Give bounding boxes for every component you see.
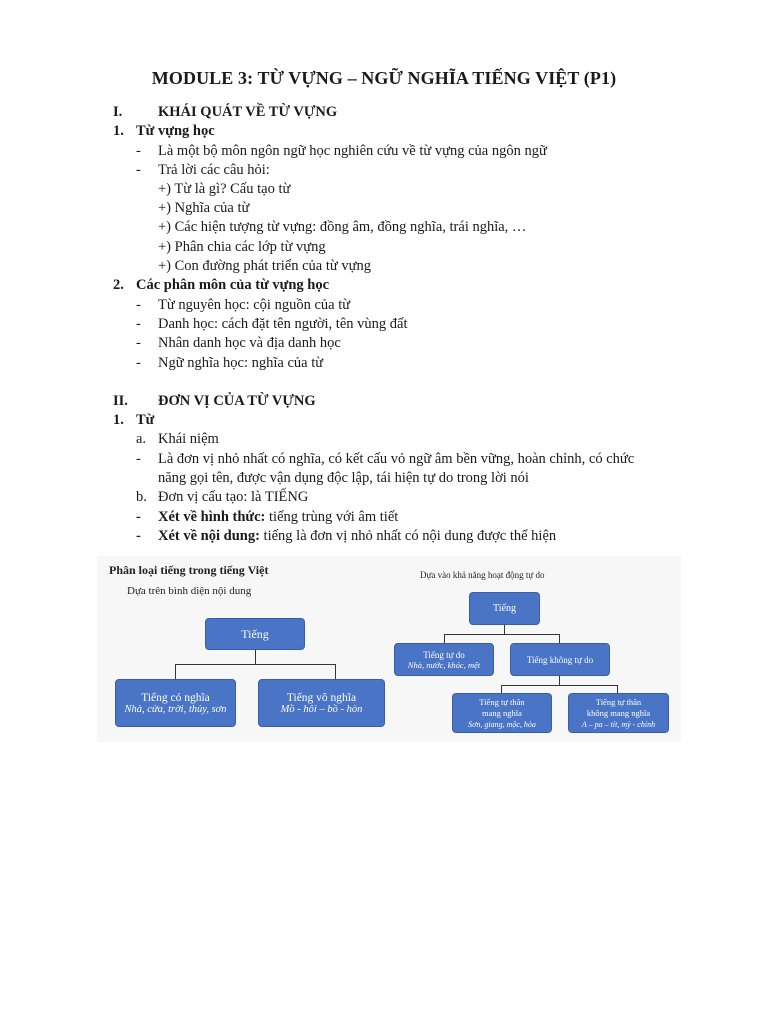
bullet-dash: - [136,528,141,544]
right-nomeaning-title-line2: không mang nghĩa [586,707,651,718]
classification-figure [97,556,681,742]
connector-line [175,664,176,679]
subsection-1-2-heading: Các phân môn của từ vựng học [136,277,330,293]
question-item: +) Từ là gì? Cấu tạo từ [158,181,291,197]
left-root-label: Tiếng [241,626,269,641]
subsection-2-1-heading: Từ [136,412,155,428]
right-diagram-caption: Dựa vào khả năng hoạt động tự do [420,570,545,580]
bullet-dash: - [136,335,141,351]
connector-line [501,685,618,686]
right-root-label: Tiếng [493,603,516,614]
left-child2-title: Tiếng vô nghĩa [286,691,357,704]
page-title: MODULE 3: TỪ VỰNG – NGỮ NGHĨA TIẾNG VIỆT (P1) [151,68,617,88]
left-child-node-meaningless [258,679,385,727]
left-child2-examples: Mồ - hôi – bồ - hòn [280,703,363,715]
subsection-1-1-heading: Từ vựng học [136,123,215,139]
section-1-number: I. [113,104,123,120]
list-item: Là một bộ môn ngôn ngữ học nghiên cứu về từ vựng của ngôn ngữ [158,143,547,159]
connector-line [559,634,560,643]
bullet-dash: - [136,143,141,159]
right-nomeaning-node [568,693,669,733]
right-meaning-title-line1: Tiếng tự thân [479,696,525,707]
right-meaning-examples: Sơn, giang, mộc, hỏa [468,719,536,729]
subsection-1-1-number: 1. [113,123,124,139]
question-item: +) Phân chia các lớp từ vựng [158,239,326,255]
right-root-node [469,592,540,625]
bullet-dash: - [136,316,141,332]
form-criterion-label: Xét về hình thức: [158,509,266,525]
left-child1-title: Tiếng có nghĩa [141,691,210,704]
connector-line [255,650,256,664]
right-nomeaning-examples: A – pa – tít, mỳ - chính [581,719,656,729]
item-b-text: Đơn vị cấu tạo: là TIẾNG [158,489,309,505]
connector-line [617,685,618,693]
question-item: +) Con đường phát triển của từ vựng [158,258,371,274]
bullet-dash: - [136,451,141,467]
content-criterion [158,527,556,546]
section-1-heading: KHÁI QUÁT VỀ TỪ VỰNG [158,104,338,120]
left-root-node [205,618,305,650]
bullet-dash: - [136,297,141,313]
right-free-node [394,643,494,676]
connector-line [444,634,560,635]
right-meaning-title-line2: mang nghĩa [482,707,522,718]
list-item: Trả lời các câu hỏi: [158,162,270,178]
left-diagram-title: Phân loại tiếng trong tiếng Việt [109,563,269,577]
left-child1-examples: Nhà, cửa, trời, thủy, sơn [124,703,227,715]
section-2-heading: ĐƠN VỊ CỦA TỪ VỰNG [158,393,316,409]
connector-line [504,625,505,634]
right-nonfree-title: Tiếng không tự do [526,654,594,665]
left-diagram-subtitle: Dựa trên bình diện nội dung [127,585,252,597]
item-a-text: Khái niệm [158,431,219,447]
form-criterion [158,508,398,527]
right-meaning-node [452,693,552,733]
question-item: +) Các hiện tượng từ vựng: đồng âm, đồng nghĩa, trái nghĩa, … [158,219,527,235]
subsection-1-2-number: 2. [113,277,124,293]
connector-line [444,634,445,643]
content-criterion-label: Xét về nội dung: [158,528,260,544]
item-a-label: a. [136,431,147,447]
connector-line [559,676,560,685]
right-free-title: Tiếng tự do [423,649,465,660]
form-criterion-text: tiếng trùng với âm tiết [265,509,399,525]
connector-line [501,685,502,693]
right-nomeaning-title-line1: Tiếng tự thân [595,696,642,707]
bullet-dash: - [136,509,141,525]
content-criterion-text: tiếng là đơn vị nhỏ nhất có nội dung được thể hiện [259,528,557,544]
bullet-dash: - [136,355,141,371]
list-item: Danh học: cách đặt tên người, tên vùng đất [158,316,408,332]
list-item: Từ nguyên học: cội nguồn của từ [158,297,351,313]
definition-line-2: năng gọi tên, được vận dụng độc lập, tái hiện tự do trong lời nói [158,470,529,486]
right-free-examples: Nhà, nước, khóc, mệt [407,659,481,670]
left-child-node-meaningful [115,679,236,727]
section-2-number: II. [113,393,128,409]
bullet-dash: - [136,162,141,178]
question-item: +) Nghĩa của từ [158,200,250,216]
right-nonfree-node [510,643,610,676]
definition-line-1: Là đơn vị nhỏ nhất có nghĩa, có kết cấu vỏ ngữ âm bền vững, hoàn chỉnh, có chức [158,451,635,467]
item-b-label: b. [136,489,147,505]
list-item: Nhân danh học và địa danh học [158,335,341,351]
list-item: Ngữ nghĩa học: nghĩa của từ [158,355,324,371]
connector-line [175,664,336,665]
subsection-2-1-number: 1. [113,412,124,428]
connector-line [335,664,336,679]
